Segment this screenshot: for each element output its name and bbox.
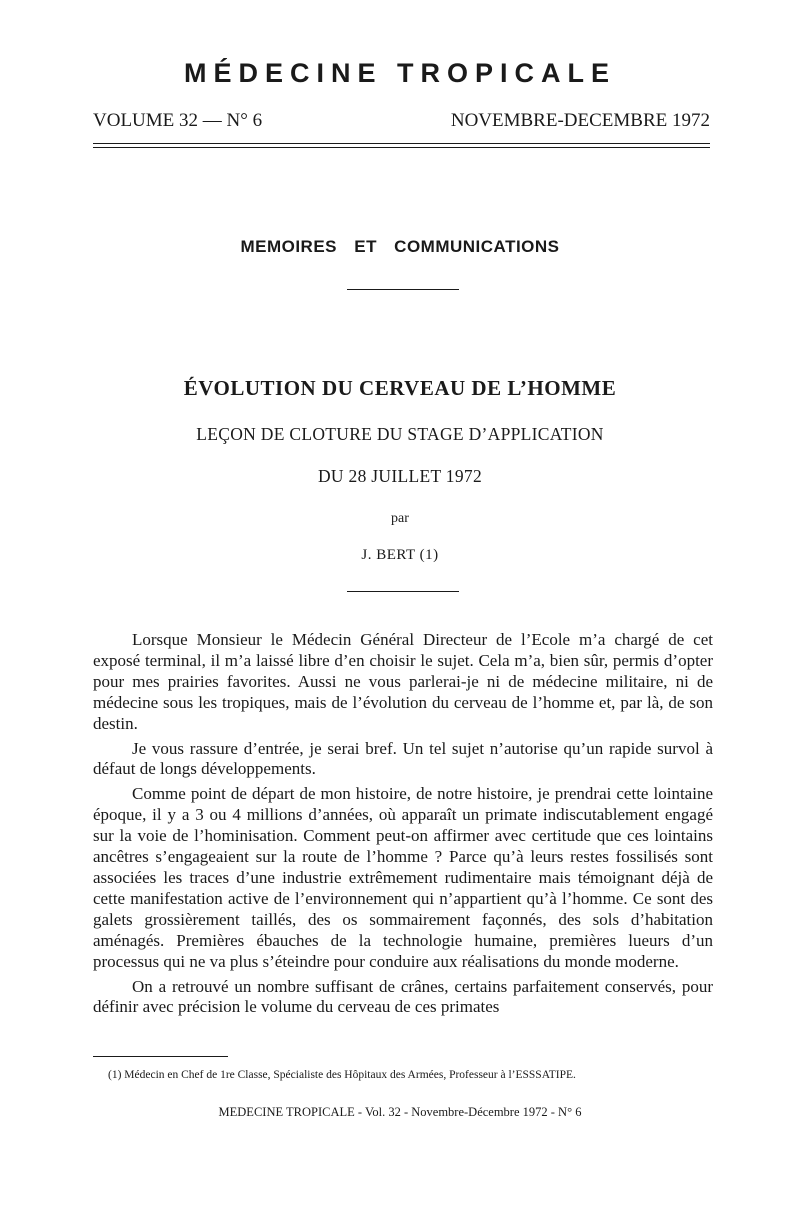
paragraph: On a retrouvé un nombre suffisant de crânes, certains parfaitement conservés, pour définir avec précision le volume du cerveau de ces primates — [93, 976, 713, 1017]
footnote: (1) Médecin en Chef de 1re Classe, Spécialiste des Hôpitaux des Armées, Professeur à l’ESSSATIPE. — [108, 1069, 576, 1081]
section-divider — [347, 289, 459, 290]
article-subtitle-line2: DU 28 JUILLET 1972 — [317, 466, 483, 486]
section-heading: MEMOIRES ET COMMUNICATIONS — [240, 237, 560, 256]
paragraph: Je vous rassure d’entrée, je serai bref. Un tel sujet n’autorise qu’un rapide survol à défaut de longs développements. — [93, 738, 713, 779]
article-body — [93, 630, 713, 1022]
page-footer: MEDECINE TROPICALE - Vol. 32 - Novembre-Décembre 1972 - N° 6 — [218, 1105, 582, 1119]
paragraph: Lorsque Monsieur le Médecin Général Directeur de l’Ecole m’a chargé de cet exposé terminal, il m’a laissé libre d’en choisir le sujet. Cela m’a, bien sûr, permis d’opter pour mes prairies favorites. Aussi ne vous parlerai-je ni de médecine militaire, ni de médecine sous les tropiques, mais de l’évolution du cerveau de l’homme et, par là, de son destin. — [93, 630, 713, 733]
paragraph: Comme point de départ de mon histoire, de notre histoire, je prendrai cette lointaine époque, il y a 3 ou 4 millions d’années, où apparaît un primate indiscutablement engagé sur la voie de l’hominisation. Comment peut-on affirmer avec certitude que ces lointains ancêtres s’engageaient sur la route de l’homme ? Parce qu’à leurs restes fossilisés sont associées les traces d’une industrie extrêmement rudimentaire mais témoignant déjà de cette manifestation active de l’environnement qui n’appartient qu’à l’homme. Ce sont des galets grossièrement taillés, des os sommairement façonnés, des sols d’habitation aménagés. Premières ébauches de la technologie humaine, premières lueurs d’un processus qui ne va plus s’éteindre pour conduire aux réalisations du monde moderne. — [93, 784, 713, 971]
issue-info — [93, 110, 710, 132]
by-line: par — [391, 511, 409, 526]
issue-date: NOVEMBRE-DECEMBRE 1972 — [450, 110, 710, 131]
header-double-rule — [93, 143, 710, 148]
journal-title: MÉDECINE TROPICALE — [183, 58, 617, 88]
article-title: ÉVOLUTION DU CERVEAU DE L’HOMME — [183, 376, 617, 400]
footnote-rule — [93, 1056, 228, 1057]
author-name: J. BERT (1) — [361, 547, 439, 563]
volume-number: VOLUME 32 — N° 6 — [93, 110, 263, 131]
article-subtitle-line1: LEÇON DE CLOTURE DU STAGE D’APPLICATION — [196, 424, 604, 444]
author-divider — [347, 591, 459, 592]
